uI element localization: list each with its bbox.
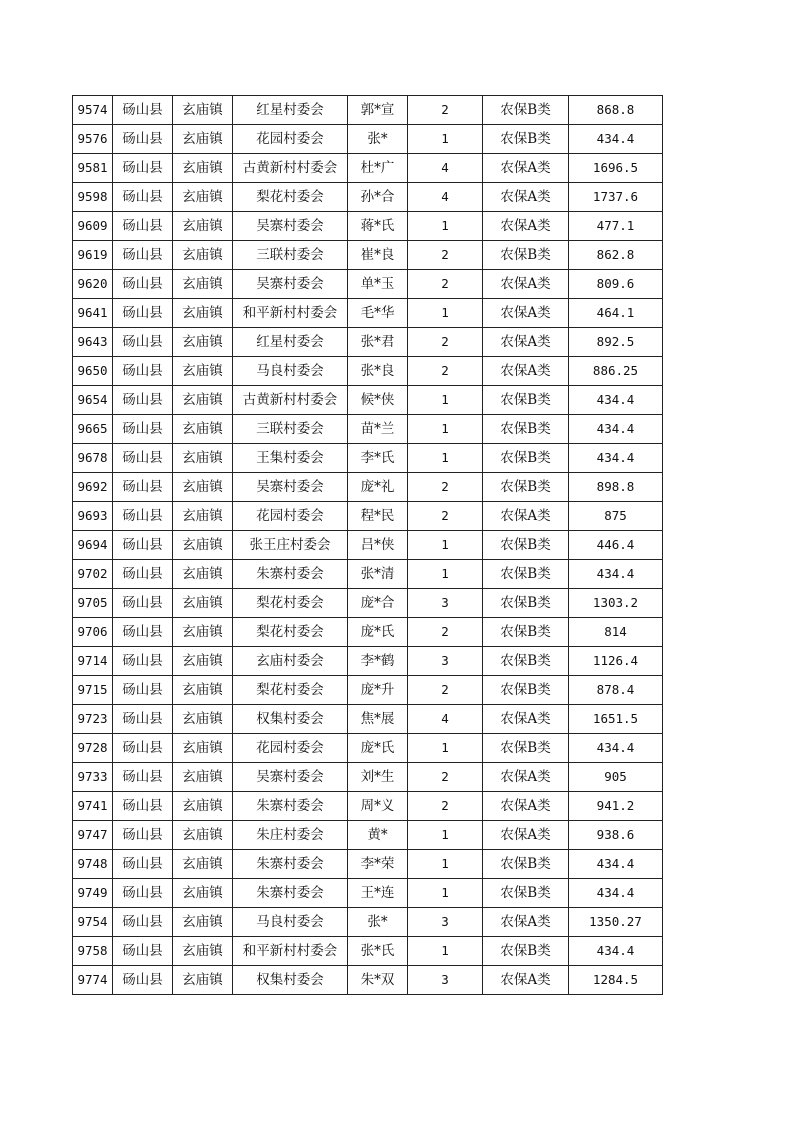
record-id-cell: 9581 [73,154,113,183]
village-cell: 古黄新村村委会 [233,386,348,415]
table-row [73,415,663,444]
name-cell: 庞*升 [348,676,408,705]
record-id-cell: 9574 [73,96,113,125]
count-cell: 1 [408,125,483,154]
table-row [73,125,663,154]
county-cell: 砀山县 [113,589,173,618]
table-row [73,734,663,763]
town-cell: 玄庙镇 [173,705,233,734]
town-cell: 玄庙镇 [173,299,233,328]
town-cell: 玄庙镇 [173,96,233,125]
category-cell: 农保B类 [483,125,569,154]
category-cell: 农保B类 [483,473,569,502]
village-cell: 马良村委会 [233,357,348,386]
count-cell: 1 [408,415,483,444]
category-cell: 农保A类 [483,502,569,531]
county-cell: 砀山县 [113,792,173,821]
count-cell: 1 [408,734,483,763]
village-cell: 梨花村委会 [233,676,348,705]
county-cell: 砀山县 [113,96,173,125]
amount-cell: 477.1 [569,212,663,241]
name-cell: 李*荣 [348,850,408,879]
category-cell: 农保A类 [483,821,569,850]
category-cell: 农保B类 [483,850,569,879]
village-cell: 和平新村村委会 [233,937,348,966]
table-row [73,850,663,879]
name-cell: 黄* [348,821,408,850]
village-cell: 花园村委会 [233,734,348,763]
count-cell: 2 [408,676,483,705]
name-cell: 张*清 [348,560,408,589]
village-cell: 梨花村委会 [233,589,348,618]
name-cell: 焦*展 [348,705,408,734]
name-cell: 庞*合 [348,589,408,618]
town-cell: 玄庙镇 [173,879,233,908]
category-cell: 农保A类 [483,357,569,386]
name-cell: 庞*礼 [348,473,408,502]
county-cell: 砀山县 [113,386,173,415]
record-id-cell: 9693 [73,502,113,531]
count-cell: 2 [408,763,483,792]
record-id-cell: 9609 [73,212,113,241]
category-cell: 农保A类 [483,270,569,299]
count-cell: 1 [408,560,483,589]
count-cell: 2 [408,270,483,299]
count-cell: 3 [408,966,483,995]
amount-cell: 434.4 [569,937,663,966]
count-cell: 2 [408,792,483,821]
table-row [73,618,663,647]
record-id-cell: 9748 [73,850,113,879]
table-row [73,647,663,676]
amount-cell: 434.4 [569,415,663,444]
name-cell: 郭*宣 [348,96,408,125]
name-cell: 单*玉 [348,270,408,299]
town-cell: 玄庙镇 [173,473,233,502]
amount-cell: 862.8 [569,241,663,270]
table-row [73,763,663,792]
village-cell: 朱寨村委会 [233,850,348,879]
count-cell: 3 [408,908,483,937]
name-cell: 崔*良 [348,241,408,270]
county-cell: 砀山县 [113,821,173,850]
county-cell: 砀山县 [113,357,173,386]
category-cell: 农保A类 [483,183,569,212]
amount-cell: 1284.5 [569,966,663,995]
count-cell: 1 [408,531,483,560]
table-row [73,154,663,183]
county-cell: 砀山县 [113,125,173,154]
category-cell: 农保A类 [483,763,569,792]
town-cell: 玄庙镇 [173,589,233,618]
category-cell: 农保A类 [483,966,569,995]
table-row [73,299,663,328]
name-cell: 候*侠 [348,386,408,415]
county-cell: 砀山县 [113,212,173,241]
table-row [73,676,663,705]
village-cell: 朱庄村委会 [233,821,348,850]
village-cell: 吴寨村委会 [233,270,348,299]
category-cell: 农保A类 [483,212,569,241]
town-cell: 玄庙镇 [173,560,233,589]
table-row [73,96,663,125]
table-row [73,328,663,357]
name-cell: 孙*合 [348,183,408,212]
count-cell: 1 [408,821,483,850]
table-row [73,908,663,937]
county-cell: 砀山县 [113,966,173,995]
name-cell: 庞*氏 [348,734,408,763]
category-cell: 农保B类 [483,879,569,908]
town-cell: 玄庙镇 [173,270,233,299]
county-cell: 砀山县 [113,879,173,908]
county-cell: 砀山县 [113,908,173,937]
category-cell: 农保A类 [483,328,569,357]
count-cell: 1 [408,386,483,415]
amount-cell: 905 [569,763,663,792]
amount-cell: 1696.5 [569,154,663,183]
town-cell: 玄庙镇 [173,386,233,415]
village-cell: 花园村委会 [233,502,348,531]
table-row [73,937,663,966]
count-cell: 2 [408,96,483,125]
village-cell: 张王庄村委会 [233,531,348,560]
town-cell: 玄庙镇 [173,966,233,995]
record-id-cell: 9723 [73,705,113,734]
record-id-cell: 9758 [73,937,113,966]
village-cell: 朱寨村委会 [233,792,348,821]
county-cell: 砀山县 [113,444,173,473]
category-cell: 农保B类 [483,96,569,125]
county-cell: 砀山县 [113,328,173,357]
village-cell: 马良村委会 [233,908,348,937]
town-cell: 玄庙镇 [173,415,233,444]
county-cell: 砀山县 [113,676,173,705]
town-cell: 玄庙镇 [173,850,233,879]
record-id-cell: 9774 [73,966,113,995]
count-cell: 1 [408,299,483,328]
town-cell: 玄庙镇 [173,241,233,270]
amount-cell: 434.4 [569,734,663,763]
record-id-cell: 9754 [73,908,113,937]
town-cell: 玄庙镇 [173,183,233,212]
amount-cell: 434.4 [569,444,663,473]
county-cell: 砀山县 [113,241,173,270]
category-cell: 农保B类 [483,531,569,560]
county-cell: 砀山县 [113,299,173,328]
category-cell: 农保B类 [483,589,569,618]
town-cell: 玄庙镇 [173,357,233,386]
town-cell: 玄庙镇 [173,908,233,937]
count-cell: 1 [408,444,483,473]
count-cell: 4 [408,705,483,734]
amount-cell: 938.6 [569,821,663,850]
category-cell: 农保B类 [483,415,569,444]
count-cell: 2 [408,502,483,531]
town-cell: 玄庙镇 [173,763,233,792]
village-cell: 古黄新村村委会 [233,154,348,183]
count-cell: 1 [408,850,483,879]
village-cell: 梨花村委会 [233,618,348,647]
name-cell: 周*义 [348,792,408,821]
record-id-cell: 9694 [73,531,113,560]
county-cell: 砀山县 [113,473,173,502]
record-id-cell: 9706 [73,618,113,647]
county-cell: 砀山县 [113,183,173,212]
village-cell: 三联村委会 [233,241,348,270]
name-cell: 吕*侠 [348,531,408,560]
table-row [73,473,663,502]
village-cell: 和平新村村委会 [233,299,348,328]
record-id-cell: 9620 [73,270,113,299]
table-row [73,705,663,734]
category-cell: 农保B类 [483,937,569,966]
amount-cell: 892.5 [569,328,663,357]
county-cell: 砀山县 [113,531,173,560]
record-id-cell: 9650 [73,357,113,386]
count-cell: 1 [408,212,483,241]
amount-cell: 1126.4 [569,647,663,676]
record-id-cell: 9654 [73,386,113,415]
village-cell: 权集村委会 [233,966,348,995]
town-cell: 玄庙镇 [173,821,233,850]
category-cell: 农保B类 [483,676,569,705]
amount-cell: 434.4 [569,386,663,415]
name-cell: 刘*生 [348,763,408,792]
count-cell: 2 [408,618,483,647]
amount-cell: 809.6 [569,270,663,299]
count-cell: 2 [408,241,483,270]
category-cell: 农保A类 [483,705,569,734]
name-cell: 杜*广 [348,154,408,183]
table-row [73,183,663,212]
table-row [73,357,663,386]
category-cell: 农保A类 [483,908,569,937]
table-row [73,386,663,415]
record-id-cell: 9702 [73,560,113,589]
amount-cell: 941.2 [569,792,663,821]
county-cell: 砀山县 [113,560,173,589]
village-cell: 朱寨村委会 [233,560,348,589]
county-cell: 砀山县 [113,618,173,647]
record-id-cell: 9747 [73,821,113,850]
village-cell: 吴寨村委会 [233,763,348,792]
table-row [73,502,663,531]
amount-cell: 446.4 [569,531,663,560]
amount-cell: 1737.6 [569,183,663,212]
category-cell: 农保A类 [483,154,569,183]
town-cell: 玄庙镇 [173,618,233,647]
table-row [73,444,663,473]
town-cell: 玄庙镇 [173,937,233,966]
village-cell: 红星村委会 [233,96,348,125]
record-id-cell: 9749 [73,879,113,908]
name-cell: 毛*华 [348,299,408,328]
county-cell: 砀山县 [113,937,173,966]
village-cell: 朱寨村委会 [233,879,348,908]
category-cell: 农保B类 [483,647,569,676]
county-cell: 砀山县 [113,705,173,734]
category-cell: 农保B类 [483,386,569,415]
record-id-cell: 9714 [73,647,113,676]
county-cell: 砀山县 [113,734,173,763]
table-body [73,96,663,995]
amount-cell: 1350.27 [569,908,663,937]
town-cell: 玄庙镇 [173,154,233,183]
town-cell: 玄庙镇 [173,502,233,531]
county-cell: 砀山县 [113,270,173,299]
record-id-cell: 9728 [73,734,113,763]
category-cell: 农保B类 [483,734,569,763]
category-cell: 农保B类 [483,618,569,647]
county-cell: 砀山县 [113,647,173,676]
village-cell: 权集村委会 [233,705,348,734]
name-cell: 张*君 [348,328,408,357]
table-row [73,212,663,241]
amount-cell: 875 [569,502,663,531]
category-cell: 农保B类 [483,241,569,270]
name-cell: 朱*双 [348,966,408,995]
village-cell: 花园村委会 [233,125,348,154]
table-row [73,531,663,560]
table-row [73,966,663,995]
record-id-cell: 9641 [73,299,113,328]
amount-cell: 434.4 [569,560,663,589]
amount-cell: 1651.5 [569,705,663,734]
record-id-cell: 9619 [73,241,113,270]
county-cell: 砀山县 [113,502,173,531]
category-cell: 农保A类 [483,299,569,328]
table-row [73,270,663,299]
village-cell: 吴寨村委会 [233,473,348,502]
table-row [73,560,663,589]
town-cell: 玄庙镇 [173,792,233,821]
count-cell: 2 [408,473,483,502]
count-cell: 2 [408,328,483,357]
record-id-cell: 9643 [73,328,113,357]
name-cell: 王*连 [348,879,408,908]
village-cell: 三联村委会 [233,415,348,444]
count-cell: 2 [408,357,483,386]
village-cell: 梨花村委会 [233,183,348,212]
data-table [72,95,663,995]
count-cell: 3 [408,647,483,676]
table-row [73,879,663,908]
record-id-cell: 9598 [73,183,113,212]
county-cell: 砀山县 [113,850,173,879]
town-cell: 玄庙镇 [173,444,233,473]
amount-cell: 1303.2 [569,589,663,618]
record-id-cell: 9678 [73,444,113,473]
record-id-cell: 9733 [73,763,113,792]
name-cell: 苗*兰 [348,415,408,444]
town-cell: 玄庙镇 [173,125,233,154]
town-cell: 玄庙镇 [173,734,233,763]
name-cell: 张*氏 [348,937,408,966]
name-cell: 李*氏 [348,444,408,473]
amount-cell: 434.4 [569,850,663,879]
name-cell: 程*民 [348,502,408,531]
table-row [73,792,663,821]
record-id-cell: 9692 [73,473,113,502]
name-cell: 李*鹤 [348,647,408,676]
amount-cell: 868.8 [569,96,663,125]
name-cell: 蒋*氏 [348,212,408,241]
category-cell: 农保B类 [483,444,569,473]
name-cell: 张* [348,125,408,154]
name-cell: 庞*氏 [348,618,408,647]
village-cell: 王集村委会 [233,444,348,473]
category-cell: 农保A类 [483,792,569,821]
amount-cell: 434.4 [569,125,663,154]
village-cell: 吴寨村委会 [233,212,348,241]
name-cell: 张*良 [348,357,408,386]
town-cell: 玄庙镇 [173,212,233,241]
county-cell: 砀山县 [113,415,173,444]
town-cell: 玄庙镇 [173,328,233,357]
category-cell: 农保B类 [483,560,569,589]
count-cell: 1 [408,879,483,908]
town-cell: 玄庙镇 [173,647,233,676]
town-cell: 玄庙镇 [173,676,233,705]
table-row [73,821,663,850]
record-id-cell: 9705 [73,589,113,618]
record-id-cell: 9576 [73,125,113,154]
amount-cell: 464.1 [569,299,663,328]
count-cell: 1 [408,937,483,966]
record-id-cell: 9741 [73,792,113,821]
county-cell: 砀山县 [113,763,173,792]
village-cell: 玄庙村委会 [233,647,348,676]
amount-cell: 878.4 [569,676,663,705]
count-cell: 4 [408,183,483,212]
amount-cell: 434.4 [569,879,663,908]
amount-cell: 898.8 [569,473,663,502]
table-row [73,241,663,270]
amount-cell: 814 [569,618,663,647]
record-id-cell: 9665 [73,415,113,444]
count-cell: 3 [408,589,483,618]
county-cell: 砀山县 [113,154,173,183]
village-cell: 红星村委会 [233,328,348,357]
record-id-cell: 9715 [73,676,113,705]
amount-cell: 886.25 [569,357,663,386]
table-row [73,589,663,618]
name-cell: 张* [348,908,408,937]
town-cell: 玄庙镇 [173,531,233,560]
count-cell: 4 [408,154,483,183]
